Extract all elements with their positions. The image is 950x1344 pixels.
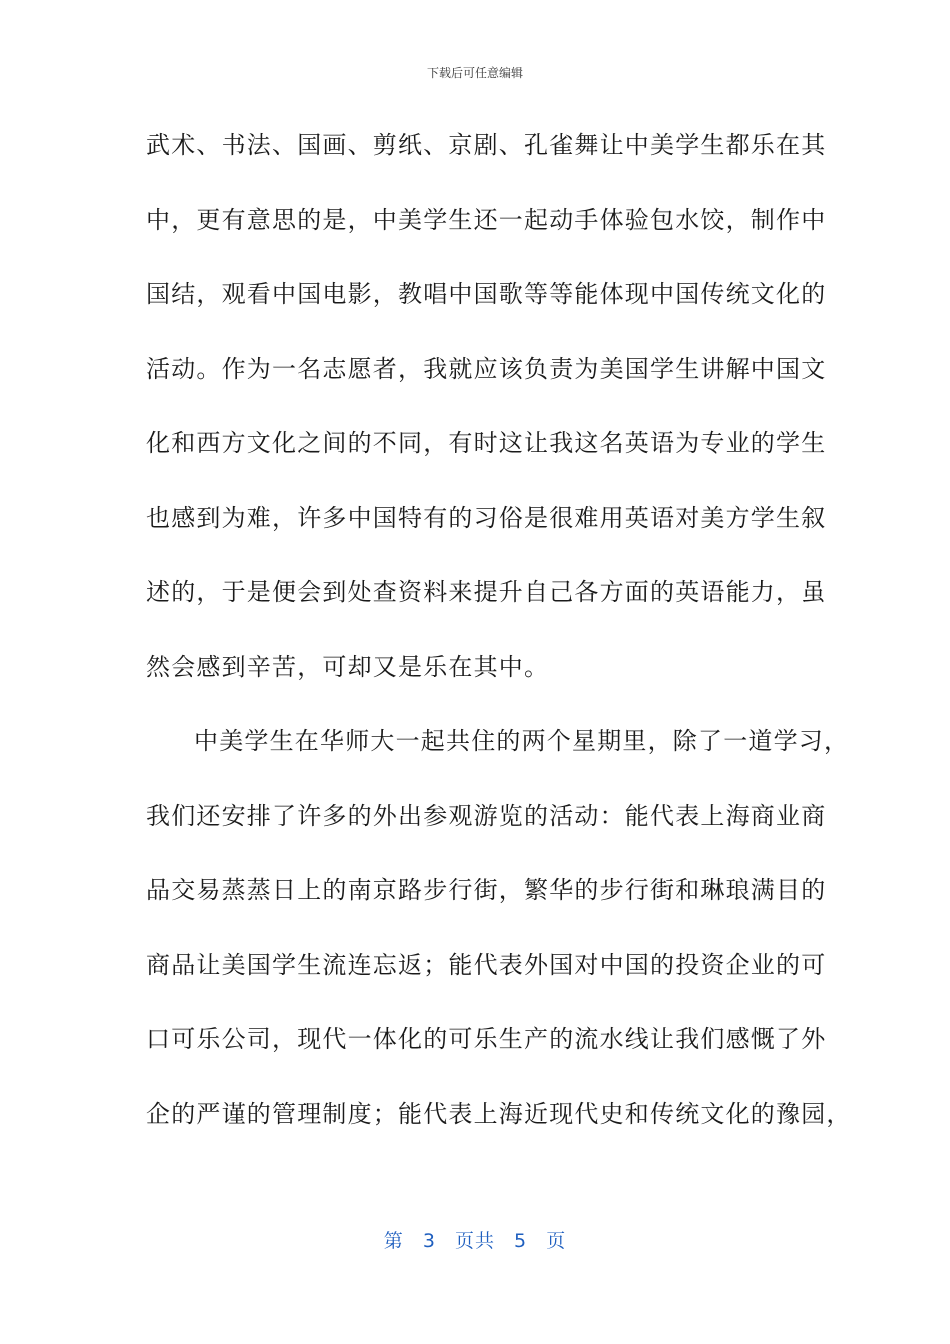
paragraph-line: 述的，于是便会到处查资料来提升自己各方面的英语能力，虽 bbox=[146, 578, 827, 606]
paragraph-line: 品交易蒸蒸日上的南京路步行街，繁华的步行街和琳琅满目的 bbox=[146, 876, 827, 904]
paragraph-line: 企的严谨的管理制度；能代表上海近现代史和传统文化的豫园， bbox=[146, 1099, 852, 1128]
paragraph-line: 商品让美国学生流连忘返；能代表外国对中国的投资企业的可 bbox=[146, 950, 827, 979]
paragraph-line: 也感到为难，许多中国特有的习俗是很难用英语对美方学生叙 bbox=[146, 503, 827, 532]
paragraph-line: 国结，观看中国电影，教唱中国歌等等能体现中国传统文化的 bbox=[146, 280, 827, 308]
paragraph-line: 中美学生在华师大一起共住的两个星期里，除了一道学习， bbox=[194, 727, 850, 755]
paragraph-line: 我们还安排了许多的外出参观游览的活动：能代表上海商业商 bbox=[146, 801, 827, 830]
total-pages-number: 5 bbox=[514, 1230, 528, 1252]
page-prefix: 第 bbox=[383, 1230, 404, 1252]
page-suffix: 页 bbox=[546, 1230, 567, 1252]
paragraph-line: 口可乐公司，现代一体化的可乐生产的流水线让我们感慨了外 bbox=[146, 1025, 827, 1053]
paragraph-line: 化和西方文化之间的不同，有时这让我这名英语为专业的学生 bbox=[146, 429, 827, 457]
paragraph-line: 活动。作为一名志愿者，我就应该负责为美国学生讲解中国文 bbox=[146, 354, 827, 383]
page-number-footer bbox=[0, 1226, 950, 1253]
paragraph-line: 然会感到辛苦，可却又是乐在其中。 bbox=[146, 652, 550, 681]
page-middle-label: 页共 bbox=[454, 1230, 495, 1252]
paragraph-line: 武术、书法、国画、剪纸、京剧、孔雀舞让中美学生都乐在其 bbox=[146, 131, 827, 159]
document-body bbox=[146, 126, 852, 1169]
paragraph-line: 中，更有意思的是，中美学生还一起动手体验包水饺，制作中 bbox=[146, 205, 827, 234]
page-header: 下载后可任意编辑 bbox=[426, 66, 523, 80]
current-page-number: 3 bbox=[422, 1230, 436, 1252]
